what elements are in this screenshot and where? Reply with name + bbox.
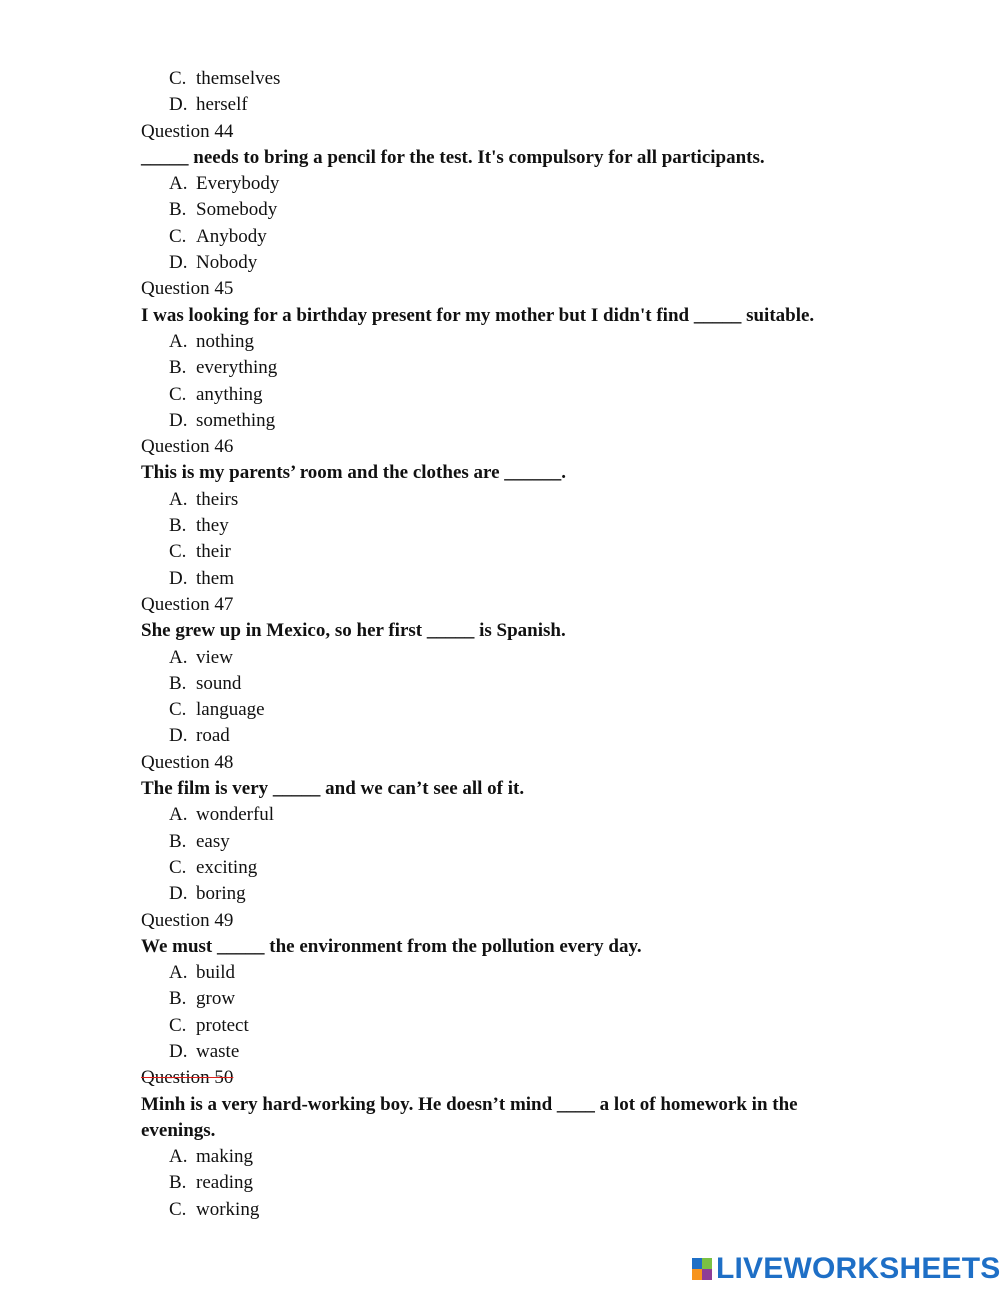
option-row[interactable]: A. Everybody	[169, 173, 280, 195]
option-row[interactable]: A. view	[169, 646, 233, 668]
question-label: Question 46	[141, 436, 234, 458]
question-label: Question 48	[141, 751, 234, 773]
option-row[interactable]: C. protect	[169, 1014, 249, 1036]
option-row[interactable]: C. exciting	[169, 856, 258, 878]
option-row[interactable]: B. grow	[169, 988, 236, 1010]
brand-name: LIVEWORKSHEETS	[716, 1252, 1000, 1285]
option-row[interactable]: D. road	[169, 725, 230, 747]
liveworksheets-logo	[692, 1252, 1000, 1286]
option-row[interactable]: B. everything	[169, 357, 278, 379]
question-stem: This is my parents’ room and the clothes are ______.	[141, 462, 567, 484]
question-stem: The film is very _____ and we can’t see all of it.	[141, 778, 525, 800]
option-row[interactable]: B. easy	[169, 830, 230, 852]
question-stem: I was looking for a birthday present for my mother but I didn't find _____ suitable.	[141, 304, 815, 326]
question-label: Question 44	[141, 120, 234, 142]
question-label: Question 49	[141, 909, 234, 931]
option-row[interactable]: B. Somebody	[169, 199, 278, 221]
logo-squares-icon	[692, 1258, 712, 1280]
option-row[interactable]: A. wonderful	[169, 804, 275, 826]
question-label: Question 47	[141, 593, 234, 615]
option-row: D. herself	[169, 94, 248, 116]
question-stem: She grew up in Mexico, so her first _____ is Spanish.	[141, 620, 566, 642]
question-label: Question 50	[141, 1067, 234, 1089]
worksheet-page	[0, 66, 1000, 1223]
option-row[interactable]: C. their	[169, 541, 231, 563]
question-stem: _____ needs to bring a pencil for the test. It's compulsory for all participants.	[141, 146, 765, 168]
option-row[interactable]: A. nothing	[169, 330, 255, 352]
question-stem: We must _____ the environment from the pollution every day.	[141, 935, 642, 957]
option-row[interactable]: C. language	[169, 699, 265, 721]
option-row[interactable]: D. Nobody	[169, 252, 258, 274]
option-row[interactable]: C. anything	[169, 383, 263, 405]
option-row[interactable]: A. theirs	[169, 488, 239, 510]
question-label: Question 45	[141, 278, 234, 300]
option-row[interactable]: C. Anybody	[169, 225, 267, 247]
option-row[interactable]: A. making	[169, 1146, 253, 1168]
option-row[interactable]: D. them	[169, 567, 234, 589]
option-row: C. themselves	[169, 68, 281, 89]
question-stem: Minh is a very hard-working boy. He doesn’t mind ____ a lot of homework in the evenings.	[141, 1093, 798, 1141]
option-row[interactable]: B. reading	[169, 1172, 253, 1194]
option-row[interactable]: C. working	[169, 1198, 260, 1220]
option-row[interactable]: D. something	[169, 409, 276, 431]
option-row[interactable]: B. sound	[169, 672, 242, 694]
option-row[interactable]: D. boring	[169, 883, 246, 905]
option-row[interactable]: B. they	[169, 515, 229, 537]
option-row[interactable]: D. waste	[169, 1040, 240, 1062]
option-row[interactable]: A. build	[169, 962, 236, 984]
